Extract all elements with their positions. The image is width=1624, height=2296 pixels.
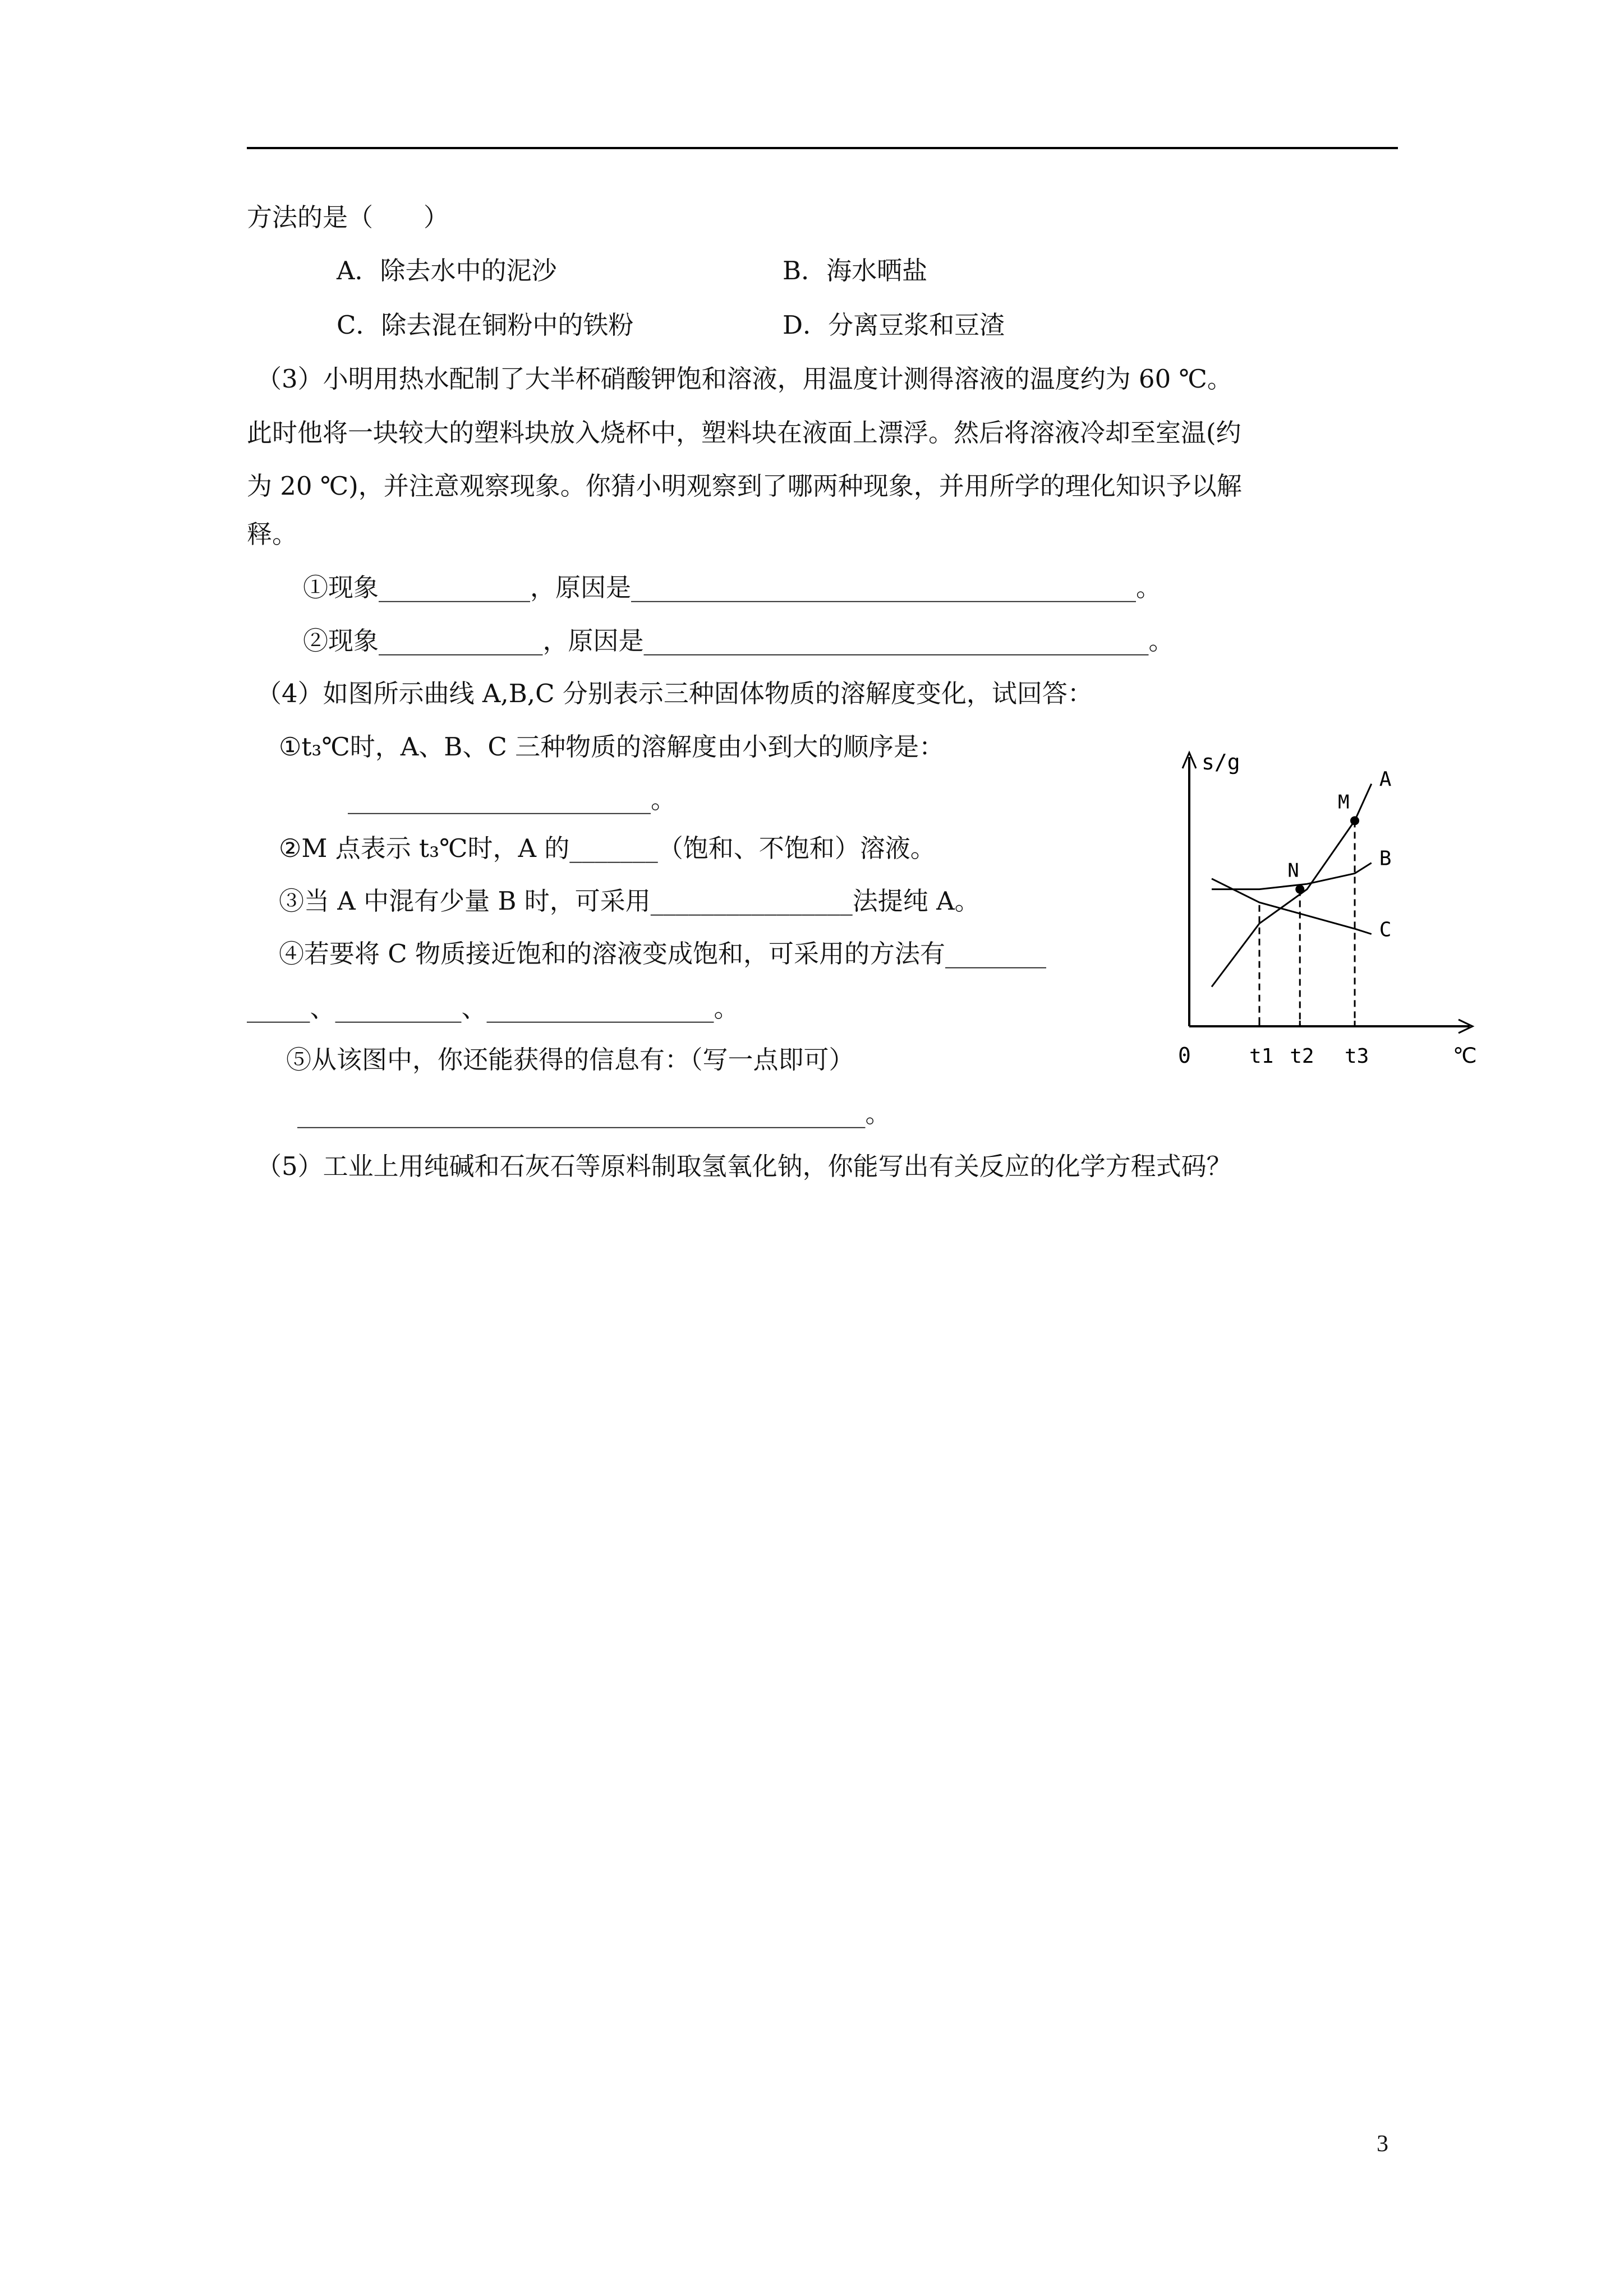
solubility-chart: [1167, 746, 1487, 1082]
option-a: A．除去水中的泥沙: [337, 256, 557, 285]
point-label-n: N: [1287, 859, 1299, 882]
origin-label: 0: [1178, 1043, 1191, 1068]
y-axis-label: s/g: [1202, 750, 1240, 774]
point-m: [1350, 816, 1359, 825]
option-b: B．海水晒盐: [783, 256, 928, 285]
series-line-c: [1212, 879, 1372, 934]
answer-line-1: ①现象____________，原因是________________________________________。: [303, 573, 1162, 602]
point-label-m: M: [1338, 791, 1350, 814]
x-tick-label: t3: [1345, 1045, 1369, 1068]
question-4-part-4: ④若要将 C 物质接近饱和的溶液变成饱和，可采用的方法有________: [279, 939, 1047, 969]
option-c: C．除去混在铜粉中的铁粉: [337, 310, 634, 340]
question-3-line-3: 为 20 ℃)，并注意观察现象。你猜小明观察到了哪两种现象，并用所学的理化知识予以解: [247, 471, 1242, 501]
series-label-b: B: [1379, 847, 1392, 870]
series-label-a: A: [1379, 768, 1392, 791]
option-d: D．分离豆浆和豆渣: [783, 310, 1005, 340]
question-4-intro: （4）如图所示曲线 A,B,C 分别表示三种固体物质的溶解度变化，试回答：: [256, 679, 1093, 708]
question-4-part-2: ②M 点表示 t₃℃时，A 的_______（饱和、不饱和）溶液。: [279, 833, 936, 863]
question-4-part-5: ⑤从该图中，你还能获得的信息有：（写一点即可）: [286, 1045, 854, 1075]
question-4-part-1-blank: ________________________。: [348, 785, 677, 814]
question-4-part-5-blank: _____________________________________________。: [297, 1099, 891, 1128]
question-3-line-1: （3）小明用热水配制了大半杯硝酸钾饱和溶液，用温度计测得溶液的温度约为 60 ℃。: [256, 364, 1232, 394]
question-4-part-4-blanks: _____、__________、__________________。: [247, 993, 739, 1023]
page-number: 3: [1377, 2131, 1388, 2157]
question-4-part-3: ③当 A 中混有少量 B 时，可采用________________法提纯 A。: [279, 886, 980, 916]
question-3-line-2: 此时他将一块较大的塑料块放入烧杯中，塑料块在液面上漂浮。然后将溶液冷却至室温(约: [247, 418, 1241, 448]
header-rule: [247, 147, 1398, 149]
series-label-c: C: [1379, 918, 1392, 942]
answer-line-2: ②现象_____________，原因是________________________________________。: [303, 626, 1174, 656]
x-tick-label: t2: [1290, 1045, 1314, 1068]
question-5: （5）工业上用纯碱和石灰石等原料制取氢氧化钠，你能写出有关反应的化学方程式码？: [256, 1151, 1232, 1181]
point-n: [1295, 885, 1304, 894]
text-line: 方法的是（ ）: [247, 202, 449, 232]
x-axis-label: ℃: [1453, 1043, 1477, 1068]
question-3-line-4: 释。: [247, 519, 298, 549]
question-4-part-1: ①t₃℃时，A、B、C 三种物质的溶解度由小到大的顺序是：: [279, 732, 945, 762]
x-tick-label: t1: [1249, 1045, 1274, 1068]
